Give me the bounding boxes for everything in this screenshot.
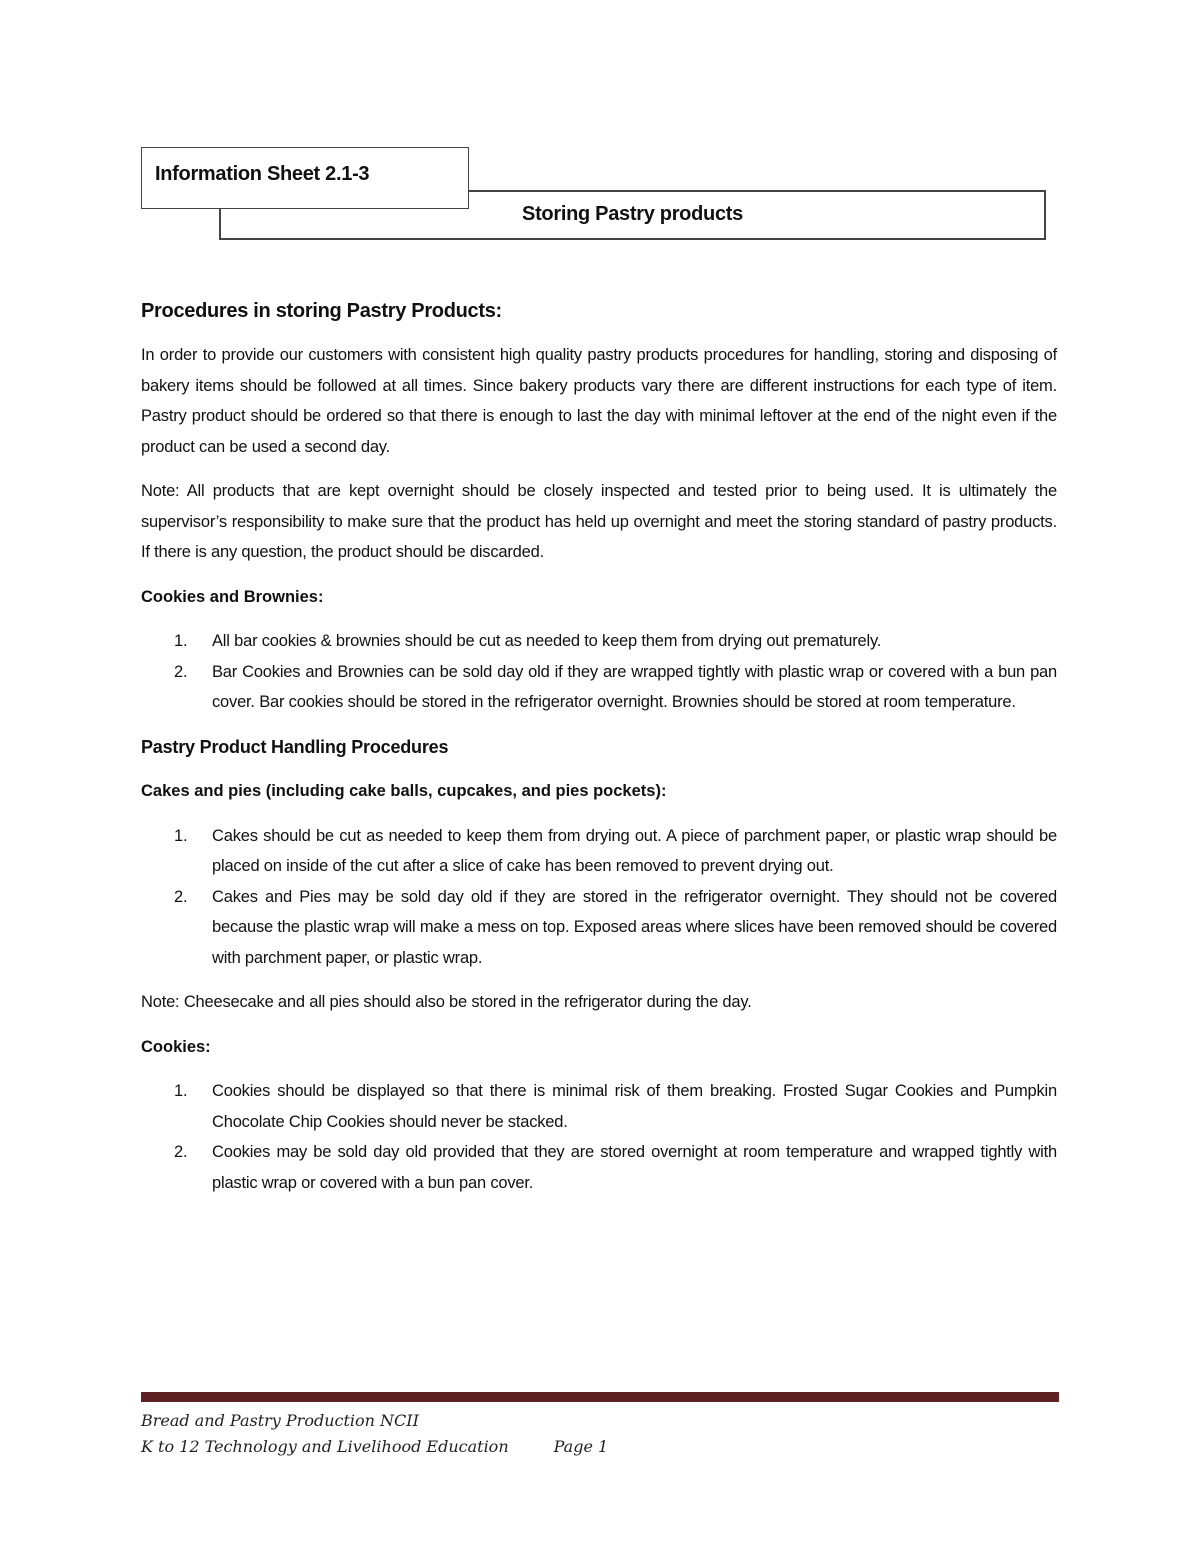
info-sheet-box	[141, 147, 469, 209]
list-text: Cookies should be displayed so that there is minimal risk of them breaking. Frosted Sugar Cookies and Pumpkin Chocolate Chip Cookies should never be stacked.	[212, 1082, 1057, 1131]
list-text: All bar cookies & brownies should be cut as needed to keep them from drying out prematurely.	[212, 632, 882, 650]
list-text: Cakes should be cut as needed to keep them from drying out. A piece of parchment paper, or plastic wrap should be placed on inside of the cut after a slice of cake has been removed to prevent drying out.	[212, 826, 1057, 875]
handling-heading: Pastry Product Handling Procedures	[141, 736, 449, 757]
cookies-heading: Cookies:	[141, 1037, 211, 1056]
footer-rule	[141, 1392, 1059, 1402]
list-number: 1.	[174, 1082, 188, 1100]
sheet-title: Storing Pastry products	[522, 203, 743, 225]
cakes-pies-list	[141, 821, 1057, 974]
list-item	[141, 657, 1057, 718]
cakes-pies-heading: Cakes and pies (including cake balls, cupcakes, and pies pockets):	[141, 782, 667, 800]
list-number: 1.	[174, 826, 188, 845]
page-number: Page 1	[553, 1437, 609, 1456]
list-item	[141, 1137, 1057, 1198]
footer-program: K to 12 Technology and Livelihood Education	[141, 1437, 509, 1456]
document-body	[141, 296, 1057, 1212]
list-text: Cookies may be sold day old provided that they are stored overnight at room temperature and wrapped tightly with plastic wrap or covered with a bun pan cover.	[212, 1143, 1057, 1192]
list-item	[141, 821, 1057, 882]
cookies-brownies-heading: Cookies and Brownies:	[141, 587, 324, 606]
list-number: 2.	[174, 887, 188, 906]
list-number: 2.	[174, 662, 188, 681]
page-footer	[141, 1408, 608, 1460]
list-text: Bar Cookies and Brownies can be sold day old if they are wrapped tightly with plastic wrap or covered with a bun pan cover. Bar cookies should be stored in the refrigerator overnight. Brownies should be stored at room temperature.	[212, 662, 1057, 711]
footer-course: Bread and Pastry Production NCII	[141, 1411, 419, 1430]
list-number: 2.	[174, 1143, 188, 1161]
cheesecake-note: Note: Cheesecake and all pies should also be stored in the refrigerator during the day.	[141, 993, 752, 1011]
cookies-brownies-list	[141, 626, 1057, 718]
main-heading: Procedures in storing Pastry Products:	[141, 300, 502, 322]
list-item	[141, 1076, 1057, 1137]
info-sheet-label: Information Sheet 2.1-3	[155, 163, 370, 185]
list-item	[141, 882, 1057, 974]
list-number: 1.	[174, 632, 188, 650]
note-paragraph: Note: All products that are kept overnight should be closely inspected and tested prior to being used. It is ultimately the supervisor’s responsibility to make sure that the product has held up overnight and meet the storing standard of pastry products. If there is any question, the product should be discarded.	[141, 482, 1057, 561]
list-text: Cakes and Pies may be sold day old if they are stored in the refrigerator overnight. They should not be covered because the plastic wrap will make a mess on top. Exposed areas where slices have been removed should be covered with parchment paper, or plastic wrap.	[212, 887, 1057, 967]
cookies-list	[141, 1076, 1057, 1198]
list-item	[141, 626, 1057, 657]
footer-program-line	[141, 1434, 608, 1460]
intro-paragraph: In order to provide our customers with consistent high quality pastry products procedures for handling, storing and disposing of bakery items should be followed at all times. Since bakery products vary there are different instructions for each type of item. Pastry product should be ordered so that there is enough to last the day with minimal leftover at the end of the night even if the product can be used a second day.	[141, 346, 1057, 456]
